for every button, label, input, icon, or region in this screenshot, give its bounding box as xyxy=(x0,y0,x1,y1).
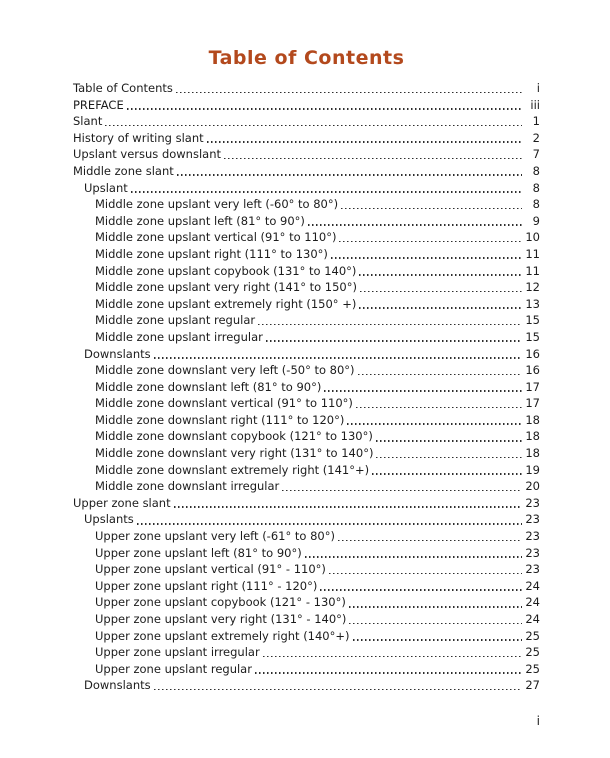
toc-leader-dots xyxy=(349,606,522,608)
toc-leader-dots xyxy=(339,241,522,243)
toc-entry-label: Middle zone upslant extremely right (150° +) xyxy=(95,296,357,311)
toc-entry xyxy=(73,677,540,694)
toc-entry-page: 11 xyxy=(525,246,540,261)
toc-entry xyxy=(73,661,540,678)
toc-entry-page: 20 xyxy=(525,479,540,494)
toc-entry-label: Middle zone downslant very right (131° to 140°) xyxy=(95,446,374,461)
toc-entry-page: 17 xyxy=(525,379,540,394)
toc-leader-dots xyxy=(263,656,522,658)
toc-entry-page: 24 xyxy=(525,578,540,593)
toc-entry-label: Middle zone downslant irregular xyxy=(95,479,280,494)
toc-entry-label: Slant xyxy=(73,114,103,129)
toc-entry xyxy=(73,511,540,528)
toc-entry xyxy=(73,246,540,263)
toc-leader-dots xyxy=(376,457,522,459)
toc-entry-label: Upper zone upslant right (111° - 120°) xyxy=(95,578,318,593)
toc-leader-dots xyxy=(329,573,522,575)
toc-entry-label: Middle zone downslant right (111° to 120°) xyxy=(95,412,345,427)
toc-entry xyxy=(73,279,540,296)
toc-entry-page: iii xyxy=(530,97,540,112)
toc-entry-page: 25 xyxy=(525,645,540,660)
toc-entry-page: 15 xyxy=(525,329,540,344)
toc-leader-dots xyxy=(282,490,522,492)
toc-leader-dots xyxy=(338,540,522,542)
toc-entry xyxy=(73,163,540,180)
toc-entry-label: Middle zone downslant vertical (91° to 110°) xyxy=(95,396,353,411)
toc-entry-label: Table of Contents xyxy=(73,81,173,95)
toc-entry-label: Upper zone upslant vertical (91° - 110°) xyxy=(95,562,326,577)
toc-entry-label: Middle zone downslant very left (-50° to 80°) xyxy=(95,363,355,378)
toc-entry-page: 16 xyxy=(525,346,540,361)
toc-list xyxy=(73,80,540,694)
toc-leader-dots xyxy=(105,125,522,127)
toc-entry-label: Upslants xyxy=(84,512,134,527)
toc-entry xyxy=(73,379,540,396)
toc-entry-label: Upslant versus downslant xyxy=(73,147,222,162)
toc-entry-label: History of writing slant xyxy=(73,130,204,145)
toc-entry-page: 8 xyxy=(532,163,540,178)
toc-entry-label: Middle zone upslant vertical (91° to 110°) xyxy=(95,230,337,245)
toc-entry-label: Upper zone upslant very left (-61° to 80°) xyxy=(95,529,335,544)
toc-entry xyxy=(73,146,540,163)
toc-entry-page: 18 xyxy=(525,429,540,444)
toc-entry-label: Upslant xyxy=(84,180,128,195)
toc-entry-label: Upper zone upslant very right (131° - 140°) xyxy=(95,612,347,626)
toc-leader-dots xyxy=(176,92,522,94)
toc-leader-dots xyxy=(372,473,522,475)
toc-entry-page: 13 xyxy=(525,296,540,311)
toc-leader-dots xyxy=(154,357,522,359)
toc-entry-page: 23 xyxy=(525,545,540,560)
toc-entry xyxy=(73,545,540,562)
toc-entry-page: 17 xyxy=(525,396,540,411)
toc-entry-page: 1 xyxy=(532,114,540,129)
toc-entry xyxy=(73,263,540,280)
toc-entry xyxy=(73,428,540,445)
toc-entry-label: Middle zone upslant very right (141° to 150°) xyxy=(95,280,357,295)
toc-leader-dots xyxy=(177,174,522,176)
toc-leader-dots xyxy=(331,257,522,259)
toc-entry-page: 19 xyxy=(525,462,540,477)
toc-leader-dots xyxy=(137,523,522,525)
toc-entry-page: 16 xyxy=(525,363,540,378)
toc-entry xyxy=(73,561,540,578)
toc-entry-label: Middle zone upslant left (81° to 90°) xyxy=(95,213,305,228)
toc-entry-page: 27 xyxy=(525,678,540,693)
toc-entry-page: 25 xyxy=(525,628,540,643)
toc-entry xyxy=(73,312,540,329)
toc-entry xyxy=(73,213,540,230)
toc-leader-dots xyxy=(305,556,522,558)
toc-entry xyxy=(73,412,540,429)
toc-entry-label: Middle zone upslant copybook (131° to 140°) xyxy=(95,263,357,278)
toc-entry xyxy=(73,644,540,661)
toc-leader-dots xyxy=(376,440,522,442)
toc-entry-label: Middle zone upslant right (111° to 130°) xyxy=(95,246,328,261)
toc-leader-dots xyxy=(353,639,523,641)
toc-entry-page: 18 xyxy=(525,446,540,461)
toc-entry-label: Downslants xyxy=(84,678,151,693)
toc-entry-page: 12 xyxy=(525,280,540,295)
toc-entry-label: Middle zone downslant left (81° to 90°) xyxy=(95,379,322,394)
toc-entry-label: Upper zone upslant regular xyxy=(95,661,252,676)
toc-entry-page: i xyxy=(536,81,540,95)
toc-entry-page: 8 xyxy=(532,180,540,195)
toc-entry xyxy=(73,113,540,130)
toc-entry xyxy=(73,180,540,197)
toc-entry-label: Middle zone upslant regular xyxy=(95,313,256,328)
toc-leader-dots xyxy=(324,390,522,392)
toc-entry-page: 18 xyxy=(525,412,540,427)
toc-leader-dots xyxy=(360,291,522,293)
toc-entry xyxy=(73,628,540,645)
toc-entry-page: 11 xyxy=(525,263,540,278)
page-title: Table of Contents xyxy=(208,47,405,69)
toc-entry-page: 23 xyxy=(525,562,540,577)
toc-entry-page: 15 xyxy=(525,313,540,328)
toc-leader-dots xyxy=(266,340,522,342)
toc-entry xyxy=(73,80,540,97)
toc-leader-dots xyxy=(255,672,522,674)
toc-entry-label: Upper zone upslant copybook (121° - 130°) xyxy=(95,595,346,610)
toc-entry xyxy=(73,578,540,595)
toc-leader-dots xyxy=(174,506,522,508)
toc-entry xyxy=(73,97,540,114)
toc-entry xyxy=(73,329,540,346)
toc-entry xyxy=(73,445,540,462)
toc-leader-dots xyxy=(356,407,522,409)
toc-entry xyxy=(73,196,540,213)
toc-leader-dots xyxy=(341,208,522,210)
toc-entry xyxy=(73,395,540,412)
toc-leader-dots xyxy=(347,423,522,425)
toc-entry-label: Upper zone upslant irregular xyxy=(95,645,260,660)
toc-entry-label: Upper zone upslant left (81° to 90°) xyxy=(95,545,302,560)
toc-entry-page: 25 xyxy=(525,661,540,676)
toc-leader-dots xyxy=(359,274,522,276)
toc-entry xyxy=(73,495,540,512)
toc-entry xyxy=(73,611,540,628)
page-number-footer: i xyxy=(536,714,540,728)
toc-entry xyxy=(73,462,540,479)
toc-entry-page: 9 xyxy=(532,213,540,228)
toc-leader-dots xyxy=(308,224,522,226)
toc-leader-dots xyxy=(207,141,522,143)
toc-entry-label: Middle zone downslant extremely right (141°+) xyxy=(95,462,370,477)
toc-entry xyxy=(73,130,540,147)
toc-leader-dots xyxy=(359,307,522,309)
toc-entry-label: Middle zone upslant very left (-60° to 80°) xyxy=(95,197,339,212)
toc-entry xyxy=(73,528,540,545)
toc-entry-label: Middle zone downslant copybook (121° to 130°) xyxy=(95,429,373,444)
toc-entry-page: 2 xyxy=(532,130,540,145)
toc-entry-label: Middle zone slant xyxy=(73,163,174,178)
toc-leader-dots xyxy=(224,158,522,160)
toc-leader-dots xyxy=(349,623,522,625)
toc-entry-label: PREFACE xyxy=(73,97,124,112)
toc-entry xyxy=(73,346,540,363)
toc-leader-dots xyxy=(127,108,522,110)
toc-entry-page: 23 xyxy=(525,529,540,544)
toc-entry-label: Upper zone upslant extremely right (140°+) xyxy=(95,628,350,643)
toc-entry-page: 8 xyxy=(532,197,540,212)
toc-leader-dots xyxy=(154,689,522,691)
toc-entry-page: 23 xyxy=(525,495,540,510)
toc-leader-dots xyxy=(258,324,522,326)
toc-entry-page: 24 xyxy=(525,612,540,626)
toc-entry-page: 24 xyxy=(525,595,540,610)
toc-entry-label: Upper zone slant xyxy=(73,495,171,510)
toc-leader-dots xyxy=(358,374,522,376)
toc-entry-page: 7 xyxy=(532,147,540,162)
toc-entry xyxy=(73,478,540,495)
toc-entry xyxy=(73,362,540,379)
toc-entry xyxy=(73,594,540,611)
toc-entry-page: 23 xyxy=(525,512,540,527)
toc-entry-page: 10 xyxy=(525,230,540,245)
toc-leader-dots xyxy=(131,191,522,193)
toc-entry xyxy=(73,296,540,313)
toc-entry-label: Middle zone upslant irregular xyxy=(95,329,263,344)
toc-entry-label: Downslants xyxy=(84,346,151,361)
toc-leader-dots xyxy=(320,589,522,591)
toc-entry xyxy=(73,229,540,246)
